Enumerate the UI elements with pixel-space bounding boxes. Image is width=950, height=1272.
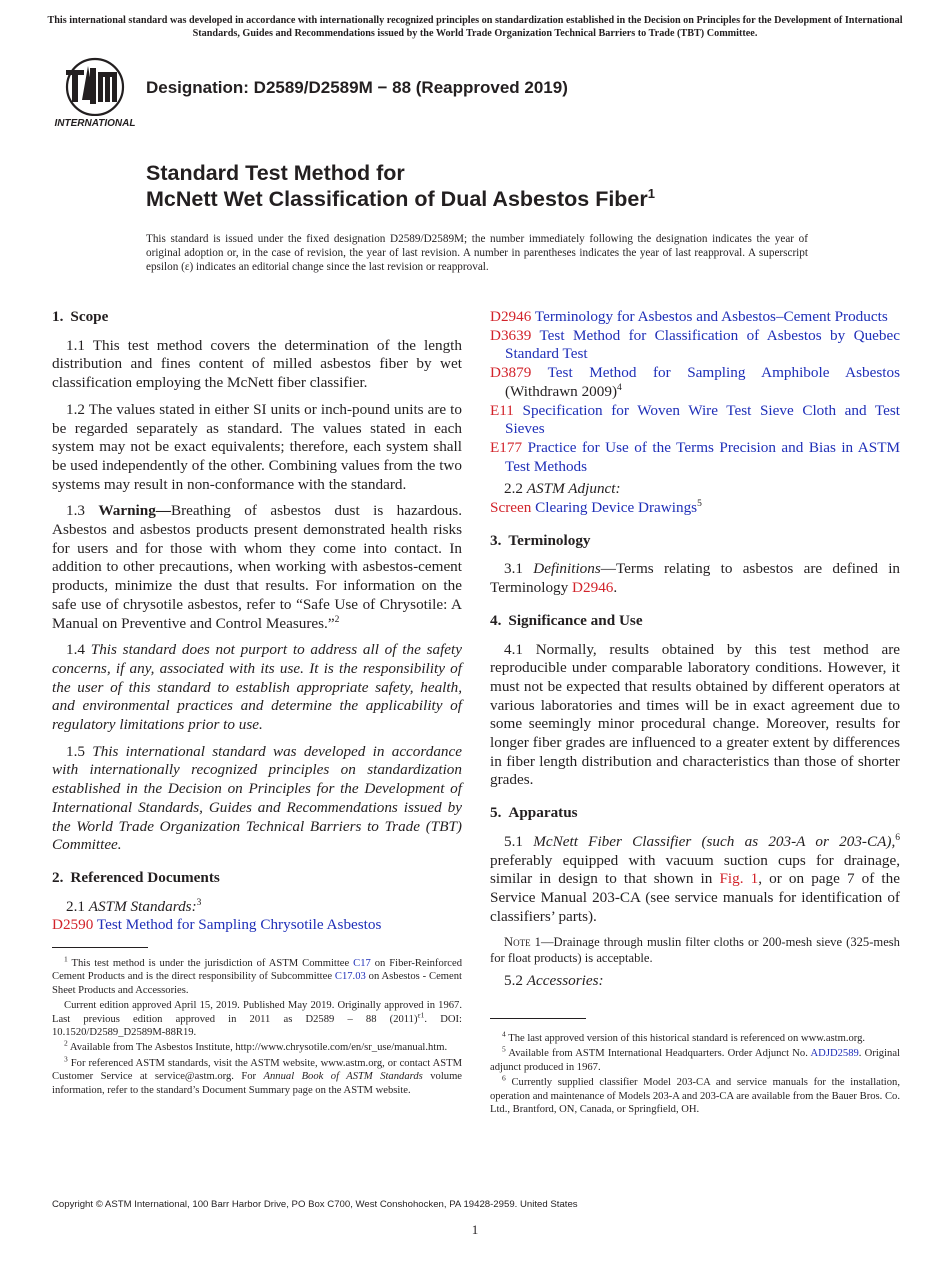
paragraph-1-2: 1.2 The values stated in either SI units or inch-pound units are to be regarded separately as standard. The values stated in each system may not be exact equivalents; therefore, each system shall be used independently of the other. Combining values from the two systems may result in non-conformance with the standard.	[52, 400, 462, 493]
issued-note: This standard is issued under the fixed designation D2589/D2589M; the number immediately following the designation indicates the year of original adoption or, in the case of revision, the year of last revision. A number in parentheses indicates the year of last reapproval. A superscript epsilon (ε) indicates an editorial change since the last revision or reapproval.	[146, 233, 808, 274]
adjunct-screen[interactable]: Screen Clearing Device Drawings$^5$	[490, 498, 702, 517]
note-1: Note 1—Drainage through muslin filter cloths or 200-mesh sieve (325-mesh for float products) is acceptable.	[490, 935, 900, 966]
reference-d3879[interactable]: D3879 Test Method for Sampling Amphibole Asbestos (Withdrawn 2009)$^4$	[490, 364, 900, 400]
section-heading-significance: 4. Significance and Use	[490, 611, 643, 629]
footnote-5: $^5$ Available from ASTM International Headquarters. Order Adjunct No. ADJD2589. Original adjunct produced in 1967.	[490, 1044, 900, 1073]
link-c17[interactable]: C17	[353, 958, 371, 969]
footnote-3: $^3$ For referenced ASTM standards, visit the ASTM website, www.astm.org, or contact ASTM Customer Service at service@astm.org. For Annual Book of ASTM Standards volume information, refer to the standard’s Document Summary page on the ASTM website.	[52, 1054, 463, 1096]
paragraph-1-3: 1.3 Warning—Breathing of asbestos dust is hazardous. Asbestos and asbestos products present demonstrated health risks for users and for those with whom they come into contact. In addition to other precautions, when working with asbestos-cement products, minimize the dust that results. For information on the safe use of chrysotile asbestos, refer to “Safe Use of Chrysotile: A Manual on Preventive and Control Measures.”$^2$	[52, 502, 462, 632]
top-notice: This international standard was developed in accordance with internationally recognized principles on standardization established in the Decision on Principles for the Development of International Standards, Guides and Recommendations issued by the World Trade Organization Technical Barriers to Trade (TBT) Committee.	[47, 15, 903, 39]
title-line-2: McNett Wet Classification of Dual Asbestos Fiber$^1$	[146, 185, 655, 211]
footnote-1-edition: Current edition approved April 15, 2019. Published May 2019. Originally approved in 1967. Last previous edition approved in 2011 as D2589 – 88 $(2011)^{\varepsilon 1}$. DOI: 10.1520/D2589_D2589M-88R19.	[52, 1000, 462, 1039]
designation: Designation: D2589/D2589M − 88 (Reapproved 2019)	[146, 78, 568, 97]
paragraph-5-1: 5.1 McNett Fiber Classifier (such as 203-A or 203-CA),$^6$ preferably equipped with vacuum suction cups for drainage, similar in design to that shown in Fig. 1, or on page 7 of the Service Manual 203-CA (see service manuals for identification of classifiers’ parts).	[490, 832, 901, 925]
link-adjd2589[interactable]: ADJD2589	[810, 1048, 859, 1060]
paragraph-1-5: 1.5 This international standard was developed in accordance with internationally recognized principles on standardization established in the Decision on Principles for the Development of International Standards, Guides and Recommendations issued by the World Trade Organization Technical Barriers to Trade (TBT) Committee.	[52, 742, 463, 854]
astm-logo	[54, 54, 136, 132]
footnotes-right	[490, 1029, 900, 1118]
link-d2946[interactable]: D2946	[572, 579, 614, 597]
link-c17-03[interactable]: C17.03	[334, 971, 366, 983]
paragraph-4-1: 4.1 Normally, results obtained by this test method are reproducible under comparable laboratory conditions. However, it must not be expected that results obtained by different operators at various laboratories and times will be in exact agreement due to some seemingly minor procedural change. Moreover, results for longer fiber grades are influenced to a greater extent by differences in fiber length distribution and characteristics than those of shorter grades.	[490, 640, 900, 789]
right-column	[490, 308, 900, 999]
page-number: 1	[471, 1222, 479, 1237]
reference-e177[interactable]: E177 Practice for Use of the Terms Precision and Bias in ASTM Test Methods	[490, 438, 901, 475]
title-line-1: Standard Test Method for	[146, 161, 405, 185]
left-column	[52, 308, 462, 935]
footnote-6: $^6$ Currently supplied classifier Model 203-CA and service manuals for the installation, operation and maintenance of Models 203-A and 203-CA are available from the Bauer Bros. Co. Ltd., Brantford, ON, Canada, or Springfield, OH.	[490, 1073, 900, 1116]
reference-d2946[interactable]: D2946 Terminology for Asbestos and Asbestos–Cement Products	[490, 308, 888, 325]
reference-d3639[interactable]: D3639 Test Method for Classification of Asbestos by Quebec Standard Test	[490, 326, 900, 363]
footnote-divider-right	[490, 1018, 586, 1019]
footnote-divider-left	[52, 947, 148, 948]
footnote-2: $^2$ Available from The Asbestos Institute, http://www.chrysotile.com/en/sr_use/manual.htm.	[64, 1038, 448, 1054]
paragraph-5-2: 5.2 Accessories:	[504, 972, 604, 990]
paragraph-2-1: 2.1 ASTM Standards:$^3$	[66, 897, 202, 915]
logo-text: INTERNATIONAL	[54, 118, 136, 129]
paragraph-1-4: 1.4 This standard does not purport to address all of the safety concerns, if any, associated with its use. It is the responsibility of the user of this standard to establish appropriate safety, health, and environmental practices and determine the applicability of regulatory limitations prior to use.	[52, 641, 462, 734]
section-heading-terminology: 3. Terminology	[490, 531, 591, 549]
copyright-line: Copyright © ASTM International, 100 Barr Harbor Drive, PO Box C700, West Conshohocken, PA 19428-2959. United States	[52, 1199, 578, 1210]
footnote-4: $^4$ The last approved version of this historical standard is referenced on www.astm.org.	[502, 1029, 866, 1044]
section-heading-apparatus: 5. Apparatus	[490, 804, 578, 822]
section-heading-scope: 1. Scope	[52, 308, 109, 325]
reference-d2590[interactable]: D2590 Test Method for Sampling Chrysotile Asbestos	[52, 916, 382, 934]
reference-e11[interactable]: E11 Specification for Woven Wire Test Sieve Cloth and Test Sieves	[490, 401, 901, 438]
link-fig-1[interactable]: Fig. 1	[719, 870, 759, 888]
title-footnote-mark: 1	[647, 185, 655, 201]
footnotes-left	[52, 954, 463, 1099]
paragraph-2-2: 2.2 ASTM Adjunct:	[504, 480, 621, 498]
paragraph-1-1: 1.1 This test method covers the determination of the length distribution and fines content of milled asbestos fiber by wet classification employing the McNett fiber classifier.	[52, 336, 462, 392]
footnote-1: $^1$ This test method is under the jurisdiction of ASTM Committee C17 on Fiber-Reinforced Cement Products and is the direct responsibility of Subcommittee C17.03 on Asbestos - Cement Sheet Products and Accessories.	[52, 954, 462, 996]
paragraph-3-1: 3.1 Definitions—Terms relating to asbestos are defined in Terminology D2946.	[490, 560, 901, 597]
astm-logo-icon	[54, 54, 136, 132]
section-heading-referenced-documents: 2. Referenced Documents	[52, 868, 220, 886]
document-title	[146, 160, 655, 212]
